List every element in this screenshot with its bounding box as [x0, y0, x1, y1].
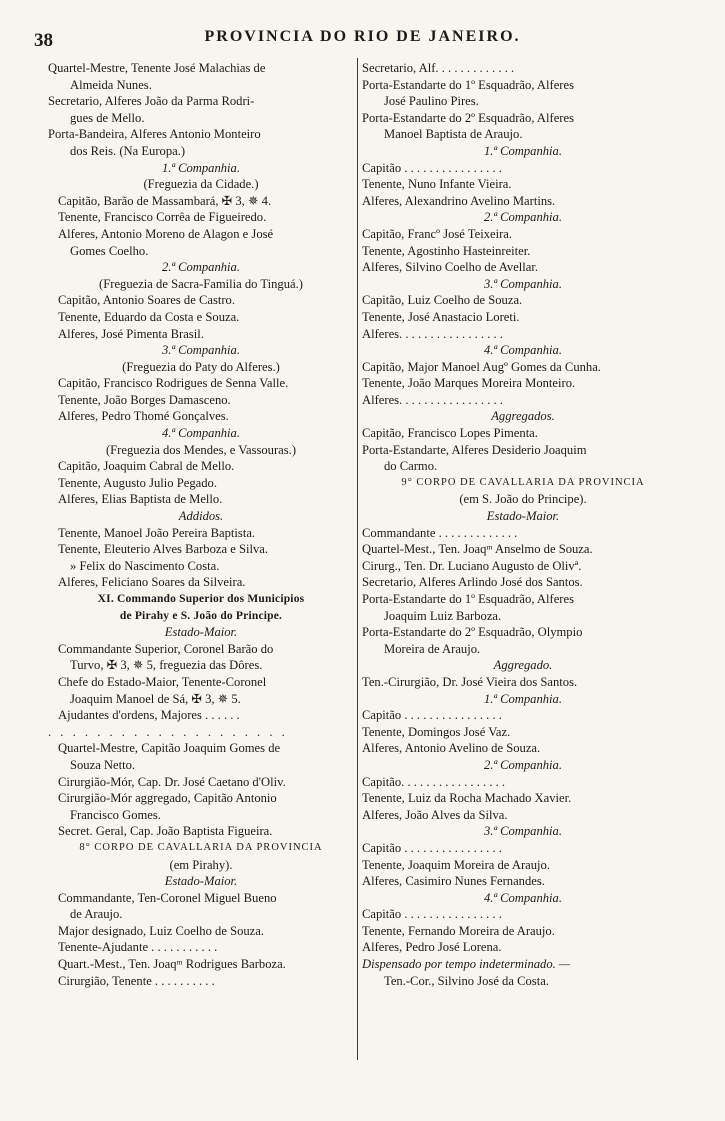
text-line: Capitão, Major Manoel Augº Gomes da Cunha. — [362, 359, 601, 374]
page-title: PROVINCIA DO RIO DE JANEIRO. — [204, 28, 521, 45]
text-line: Souza Netto. — [70, 757, 136, 772]
text-line: Secret. Geral, Cap. João Baptista Figueira. — [58, 824, 273, 839]
text-line: Tenente, Joaquim Moreira de Araujo. — [362, 857, 550, 872]
text-line: Commandante, Ten-Coronel Miguel Bueno — [58, 890, 277, 905]
text-line: (Freguezia dos Mendes, e Vassouras.) — [105, 442, 297, 457]
text-line: 3.ª Companhia. — [484, 276, 562, 291]
text-line: Capitão. . . . . . . . . . . . . . . . . — [362, 774, 506, 789]
text-line: Tenente, João Marques Moreira Monteiro. — [362, 376, 576, 391]
text-line: Secretario, Alferes João da Parma Rodri- — [48, 94, 255, 109]
text-line: Capitão, Joaquim Cabral de Mello. — [58, 459, 235, 474]
text-line: Commandante Superior, Coronel Barão do — [58, 641, 274, 656]
text-line: Tenente, Fernando Moreira de Araujo. — [362, 923, 555, 938]
text-line: 4.ª Companhia. — [484, 890, 562, 905]
text-line: Dispensado por tempo indeterminado. — — [362, 957, 571, 972]
text-line: Tenente, Domingos José Vaz. — [362, 724, 511, 739]
text-line: Capitão . . . . . . . . . . . . . . . . — [362, 708, 502, 723]
text-line: Porta-Estandarte do 1º Esquadrão, Alferes — [362, 592, 574, 606]
page-number: 38 — [34, 30, 53, 51]
text-line: Alferes, Pedro José Lorena. — [362, 940, 502, 955]
text-line: (Freguezia do Paty do Alferes.) — [122, 359, 280, 374]
text-line: de Araujo. — [70, 907, 123, 922]
text-line: Tenente, Agostinho Hasteinreiter. — [362, 243, 531, 258]
text-line: Major designado, Luiz Coelho de Souza. — [58, 923, 265, 938]
text-line: Capitão, Francisco Lopes Pimenta. — [362, 426, 538, 441]
text-line: Porta-Bandeira, Alferes Antonio Monteiro — [48, 127, 261, 142]
text-line: Secretario, Alferes Arlindo José dos Santos. — [362, 575, 583, 590]
text-line: Alferes. . . . . . . . . . . . . . . . . — [362, 392, 503, 407]
text-line: Cirurgião-Mór aggregado, Capitão Antonio — [58, 791, 277, 806]
text-line: Tenente-Ajudante . . . . . . . . . . . — [58, 940, 218, 955]
text-line: Aggregados. — [491, 409, 555, 424]
text-line: Tenente, Luiz da Rocha Machado Xavier. — [362, 791, 572, 806]
text-line: 4.ª Companhia. — [484, 343, 562, 358]
text-line: Porta-Estandarte do 2º Esquadrão, Alferes — [362, 110, 574, 125]
text-line: Cirurgião, Tenente . . . . . . . . . . — [58, 973, 215, 988]
text-line: Tenente, João Borges Damasceno. — [58, 392, 231, 407]
text-line: Capitão, Barão de Massambará, ✠ 3, ✵ 4. — [58, 193, 272, 208]
text-line: 1.ª Companhia. — [484, 691, 562, 706]
text-line: Ten.-Cirurgião, Dr. José Vieira dos Santos. — [362, 674, 578, 689]
text-line: (em Pirahy). — [169, 857, 233, 872]
text-line: 3.ª Companhia. — [162, 343, 240, 358]
text-line: 1.ª Companhia. — [162, 160, 240, 175]
text-line: Tenente, José Anastacio Loreti. — [362, 309, 520, 324]
text-line: Ten.-Cor., Silvino José da Costa. — [384, 973, 549, 988]
text-line: Alferes, Alexandrino Avelino Martins. — [362, 193, 556, 208]
text-line: Capitão . . . . . . . . . . . . . . . . — [362, 907, 502, 922]
text-line: Capitão, Luiz Coelho de Souza. — [362, 293, 523, 308]
text-line: Joaquim Luiz Barboza. — [384, 608, 502, 623]
text-line: Aggregado. — [493, 658, 553, 673]
text-line: Capitão, Francº José Teixeira. — [362, 226, 513, 241]
text-line: do Carmo. — [384, 459, 438, 474]
text-line: Cirurgião-Mór, Cap. Dr. José Caetano d'Oliv. — [58, 774, 286, 789]
text-line: Cirurg., Ten. Dr. Luciano Augusto de Olivª. — [362, 558, 582, 573]
text-line: . . . . . . . . . . . . . . . . . . . . — [48, 724, 288, 739]
text-line: Moreira de Araujo. — [384, 641, 481, 656]
text-line: Alferes, Pedro Thomé Gonçalves. — [58, 409, 229, 424]
text-line: Estado-Maior. — [486, 509, 560, 524]
text-line: Gomes Coelho. — [70, 243, 149, 258]
text-line: Tenente, Nuno Infante Vieira. — [362, 177, 512, 192]
column-divider — [357, 58, 358, 1060]
text-line: Quartel-Mest., Ten. Joaqᵐ Anselmo de Souza. — [362, 542, 593, 557]
text-line: Capitão, Francisco Rodrigues de Senna Valle. — [58, 376, 289, 391]
text-line: Joaquim Manoel de Sá, ✠ 3, ✵ 5. — [70, 691, 241, 706]
text-line: Tenente, Eduardo da Costa e Souza. — [58, 309, 240, 324]
text-line: José Paulino Pires. — [384, 94, 479, 109]
text-line: Turvo, ✠ 3, ✵ 5, freguezia das Dôres. — [70, 658, 263, 673]
right-column — [362, 60, 684, 989]
text-line: Manoel Baptista de Araujo. — [384, 127, 523, 142]
text-line: Estado-Maior. — [164, 874, 238, 889]
text-line: Alferes, Elias Baptista de Mello. — [58, 492, 223, 507]
text-line: Tenente, Francisco Corrêa de Figueiredo. — [58, 210, 267, 225]
text-line: de Pirahy e S. João do Principe. — [119, 609, 283, 622]
text-line: Ajudantes d'ordens, Majores . . . . . . — [58, 708, 240, 723]
left-column — [48, 60, 354, 989]
text-line: (Freguezia da Cidade.) — [143, 177, 259, 192]
text-line: gues de Mello. — [70, 110, 145, 125]
text-line: Alferes, Antonio Moreno de Alagon e José — [58, 226, 274, 241]
text-line: Quart.-Mest., Ten. Joaqᵐ Rodrigues Barboza. — [58, 957, 286, 972]
text-line: Addidos. — [178, 509, 224, 524]
text-line: Porta-Estandarte do 1º Esquadrão, Alferes — [362, 77, 574, 92]
text-line: 1.ª Companhia. — [484, 143, 562, 158]
text-line: Francisco Gomes. — [70, 807, 161, 822]
text-line: Alferes, Casimiro Nunes Fernandes. — [362, 874, 545, 889]
text-line: Tenente, Augusto Julio Pegado. — [58, 475, 217, 490]
text-line: » Felix do Nascimento Costa. — [70, 558, 220, 573]
text-line: Capitão . . . . . . . . . . . . . . . . — [362, 840, 502, 855]
text-line: (em S. João do Principe). — [459, 492, 587, 507]
text-line: Alferes, João Alves da Silva. — [362, 807, 508, 822]
text-line: 9° CORPO DE CAVALLARIA DA PROVINCIA — [401, 476, 645, 488]
text-line: Porta-Estandarte, Alferes Desiderio Joaquim — [362, 442, 587, 457]
text-line: (Freguezia de Sacra-Familia do Tinguá.) — [99, 276, 303, 291]
text-line: Alferes, José Pimenta Brasil. — [58, 326, 204, 341]
text-line: XI. Commando Superior dos Municipios — [97, 593, 305, 605]
text-line: Porta-Estandarte do 2º Esquadrão, Olympio — [362, 625, 583, 640]
text-line: 3.ª Companhia. — [484, 824, 562, 839]
text-line: Alferes, Antonio Avelino de Souza. — [362, 741, 541, 756]
text-line: Secretario, Alf. . . . . . . . . . . . . — [362, 61, 515, 75]
text-line: Estado-Maior. — [164, 625, 238, 640]
text-line: 2.ª Companhia. — [484, 210, 562, 225]
text-line: Commandante . . . . . . . . . . . . . — [362, 525, 518, 540]
text-line: Capitão, Antonio Soares de Castro. — [58, 293, 235, 308]
text-line: 2.ª Companhia. — [162, 260, 240, 275]
text-line: Tenente, Eleuterio Alves Barboza e Silva. — [58, 542, 268, 557]
text-line: dos Reis. (Na Europa.) — [70, 143, 186, 158]
text-line: Capitão . . . . . . . . . . . . . . . . — [362, 160, 502, 175]
text-line: Quartel-Mestre, Tenente José Malachias de — [48, 61, 266, 75]
text-line: Alferes. . . . . . . . . . . . . . . . . — [362, 326, 503, 341]
text-line: Quartel-Mestre, Capitão Joaquim Gomes de — [58, 741, 281, 756]
text-line: Alferes, Feliciano Soares da Silveira. — [58, 575, 246, 590]
text-line: 8° CORPO DE CAVALLARIA DA PROVINCIA — [79, 841, 323, 853]
text-line: 4.ª Companhia. — [162, 426, 240, 441]
text-line: Almeida Nunes. — [70, 77, 152, 92]
text-line: 2.ª Companhia. — [484, 757, 562, 772]
text-line: Alferes, Silvino Coelho de Avellar. — [362, 260, 539, 275]
text-line: Tenente, Manoel João Pereira Baptista. — [58, 525, 256, 540]
text-line: Chefe do Estado-Maior, Tenente-Coronel — [58, 674, 267, 689]
